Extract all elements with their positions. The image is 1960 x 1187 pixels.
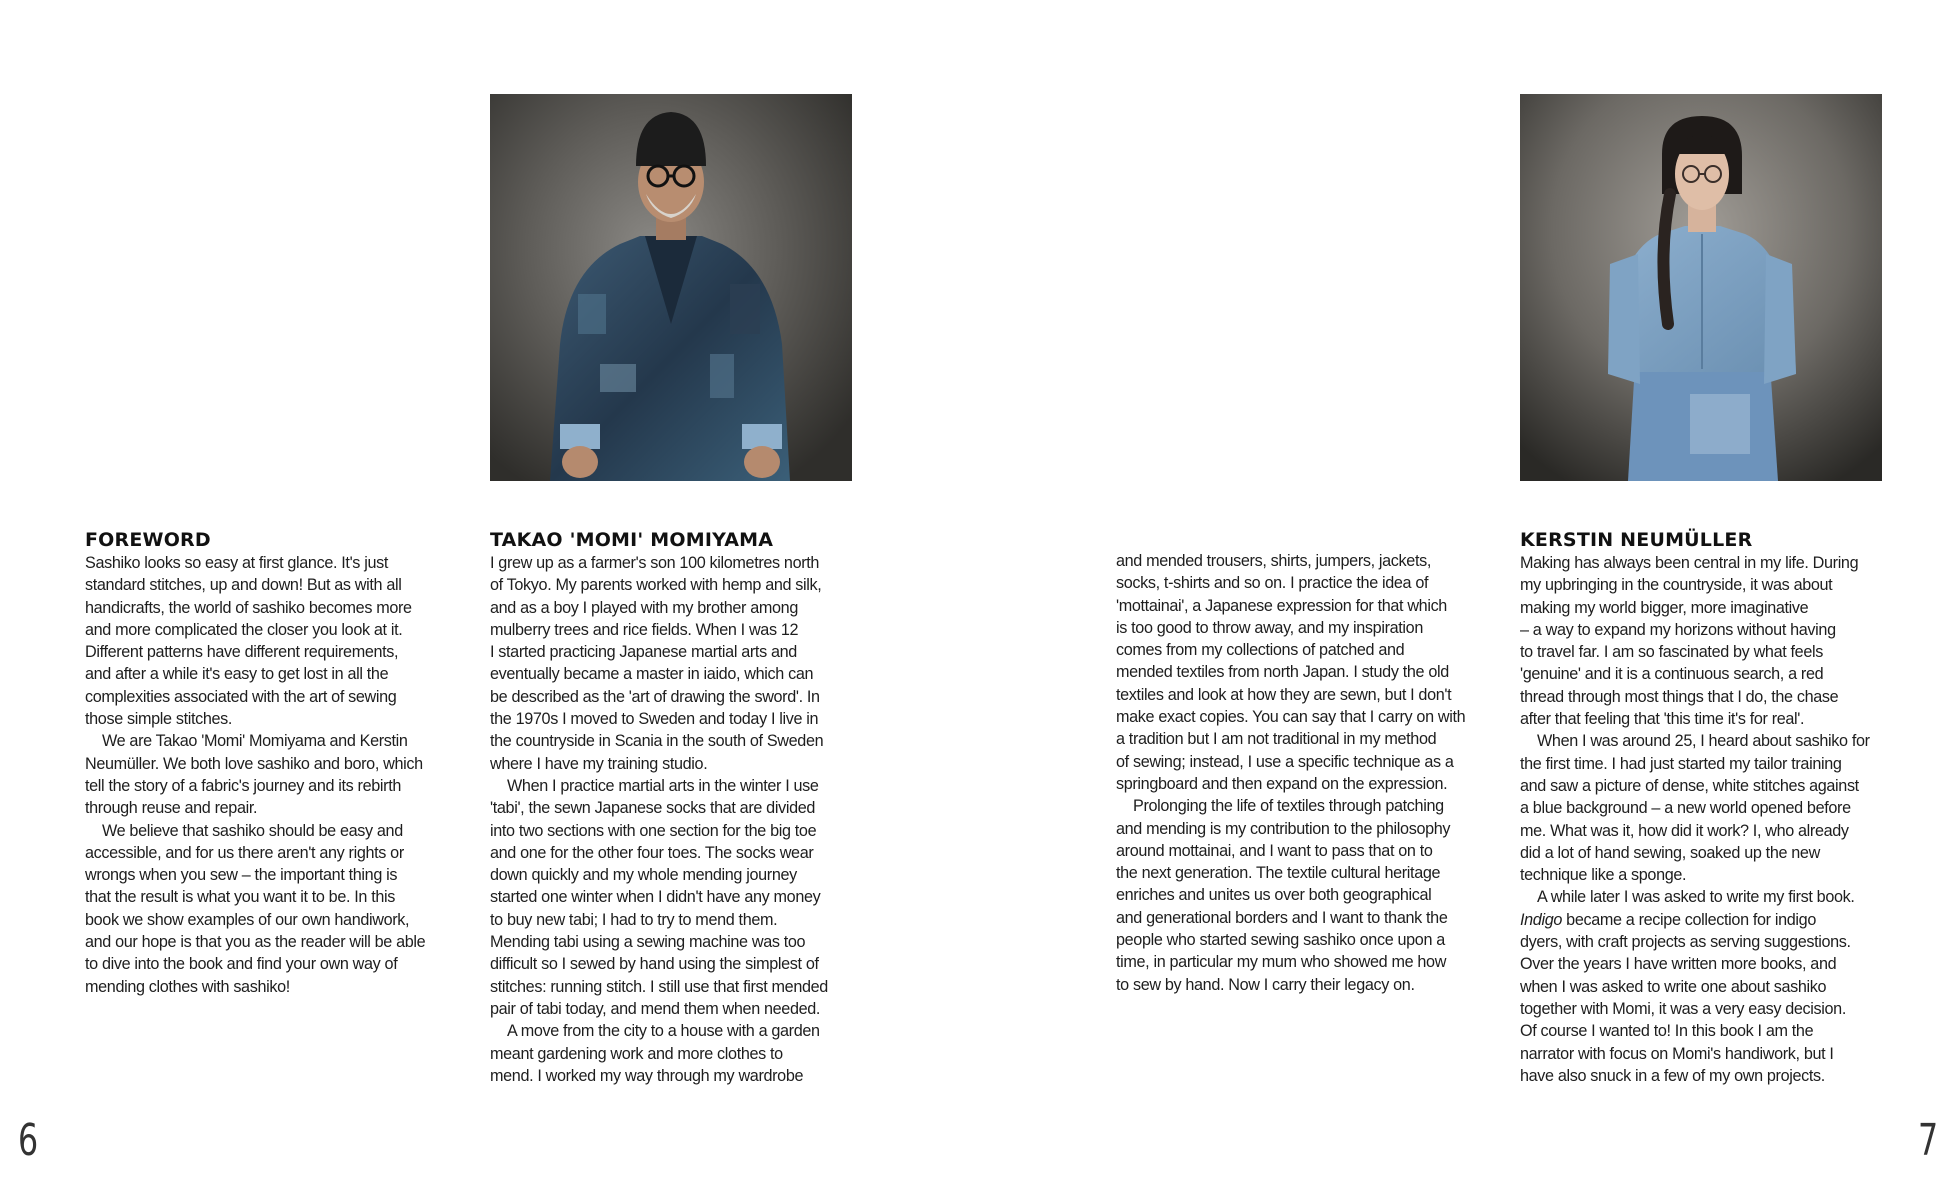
body-line: and mending is my contribution to the philosophy — [1116, 819, 1451, 838]
body-line: mending clothes with sashiko! — [85, 977, 290, 996]
body-line: making my world bigger, more imaginative — [1520, 598, 1809, 617]
body-line: Prolonging the life of textiles through patching — [1133, 797, 1444, 816]
body-line: We are Takao 'Momi' Momiyama and Kerstin — [102, 732, 408, 751]
body-line: my upbringing in the countryside, it was about — [1520, 576, 1833, 595]
body-line: handicrafts, the world of sashiko becomes more — [85, 598, 412, 617]
body-line: through reuse and repair. — [85, 799, 258, 818]
portrait-photo-takao — [490, 94, 852, 481]
body-line: textiles and look at how they are sewn, but I don't — [1116, 685, 1452, 704]
body-line: tell the story of a fabric's journey and its rebirth — [85, 776, 401, 795]
body-line: have also snuck in a few of my own projects. — [1520, 1066, 1825, 1085]
body-line: and as a boy I played with my brother among — [490, 598, 798, 617]
body-line: narrator with focus on Momi's handiwork, but I — [1520, 1044, 1834, 1063]
body-line: I started practicing Japanese martial arts and — [490, 643, 797, 662]
takao-section — [490, 528, 862, 1087]
body-line: that the result is what you want it to be. In this — [85, 888, 396, 907]
body-line: thread through most things that I do, the chase — [1520, 687, 1839, 706]
foreword-section — [85, 528, 457, 998]
body-line: Mending tabi using a sewing machine was too — [490, 933, 806, 952]
body-line: and more complicated the closer you look at it. — [85, 620, 403, 639]
takao-continued-section — [1116, 550, 1488, 996]
body-line: started one winter when I didn't have any money — [490, 888, 821, 907]
body-line: to buy new tabi; I had to try to mend them. — [490, 910, 778, 929]
body-line: those simple stitches. — [85, 710, 233, 729]
body-line: and one for the other four toes. The socks wear — [490, 843, 814, 862]
kerstin-heading: KERSTIN NEUMÜLLER — [1520, 529, 1753, 551]
body-line: mulberry trees and rice fields. When I was 12 — [490, 620, 799, 639]
body-line: of sewing; instead, I use a specific technique as a — [1116, 752, 1454, 771]
body-line: A move from the city to a house with a garden — [507, 1022, 820, 1041]
kerstin-section — [1520, 528, 1892, 1087]
body-line: accessible, and for us there aren't any rights or — [85, 843, 404, 862]
foreword-heading: FOREWORD — [85, 529, 211, 551]
body-line: and our hope is that you as the reader will be able — [85, 933, 426, 952]
body-line: When I practice martial arts in the winter I use — [507, 776, 819, 795]
body-line: 'tabi', the sewn Japanese socks that are divided — [490, 799, 816, 818]
body-line: meant gardening work and more clothes to — [490, 1044, 783, 1063]
body-line: to dive into the book and find your own way of — [85, 955, 398, 974]
body-line: after that feeling that 'this time it's for real'. — [1520, 710, 1805, 729]
body-line: me. What was it, how did it work? I, who already — [1520, 821, 1849, 840]
body-line: the first time. I had just started my tailor training — [1520, 754, 1842, 773]
body-line: mend. I worked my way through my wardrobe — [490, 1066, 804, 1085]
body-line: and after a while it's easy to get lost in all the — [85, 665, 389, 684]
page-number-right: 7 — [1918, 1115, 1939, 1166]
body-line: springboard and then expand on the expression. — [1116, 774, 1448, 793]
body-line: pair of tabi today, and mend them when needed. — [490, 999, 821, 1018]
body-line: 'genuine' and it is a continuous search, a red — [1520, 665, 1824, 684]
body-line: Of course I wanted to! In this book I am the — [1520, 1022, 1814, 1041]
body-line: into two sections with one section for the big toe — [490, 821, 817, 840]
body-line: and generational borders and I want to thank the — [1116, 908, 1448, 927]
body-line: enriches and unites us over both geographical — [1116, 886, 1432, 905]
body-line: eventually became a master in iaido, which can — [490, 665, 814, 684]
body-line: of Tokyo. My parents worked with hemp and silk, — [490, 576, 822, 595]
body-line: around mottainai, and I want to pass that on to — [1116, 841, 1433, 860]
body-line: to travel far. I am so fascinated by what feels — [1520, 643, 1823, 662]
body-line-text: became a recipe collection for indigo — [1566, 910, 1816, 929]
body-line: book we show examples of our own handiwork, — [85, 910, 410, 929]
body-line: I grew up as a farmer's son 100 kilometres north — [490, 554, 820, 572]
body-line: the next generation. The textile cultural heritage — [1116, 864, 1441, 883]
body-line: socks, t-shirts and so on. I practice the idea of — [1116, 574, 1429, 593]
body-line: together with Momi, it was a very easy decision. — [1520, 999, 1846, 1018]
body-line: the 1970s I moved to Sweden and today I live in — [490, 710, 819, 729]
body-line: Sashiko looks so easy at first glance. It's just — [85, 554, 388, 572]
body-line: Over the years I have written more books, and — [1520, 955, 1837, 974]
takao-body — [490, 552, 862, 1087]
body-line: Neumüller. We both love sashiko and boro, which — [85, 754, 423, 773]
book-title-italic: Indigo — [1520, 910, 1563, 929]
body-line: We believe that sashiko should be easy and — [102, 821, 403, 840]
body-line: be described as the 'art of drawing the sword'. In — [490, 687, 820, 706]
body-line: When I was around 25, I heard about sashiko for — [1537, 732, 1870, 751]
body-line: complexities associated with the art of sewing — [85, 687, 397, 706]
body-line: technique like a sponge. — [1520, 866, 1687, 885]
body-line: and saw a picture of dense, white stitches against — [1520, 776, 1859, 795]
body-line: Different patterns have different requirements, — [85, 643, 399, 662]
kerstin-body — [1520, 552, 1892, 1087]
body-line-with-italic — [1520, 909, 1892, 931]
portrait-photo-kerstin — [1520, 94, 1882, 481]
body-line: did a lot of hand sewing, soaked up the new — [1520, 843, 1820, 862]
body-line: where I have my training studio. — [490, 754, 708, 773]
body-line: down quickly and my whole mending journey — [490, 866, 797, 885]
body-line: dyers, with craft projects as serving suggestions. — [1520, 933, 1851, 952]
body-line: comes from my collections of patched and — [1116, 641, 1405, 660]
body-line: people who started sewing sashiko once upon a — [1116, 931, 1445, 950]
body-line: A while later I was asked to write my first book. — [1537, 888, 1855, 907]
body-line: 'mottainai', a Japanese expression for that which — [1116, 596, 1447, 615]
body-line: a blue background – a new world opened before — [1520, 799, 1851, 818]
page-number-left: 6 — [18, 1115, 39, 1166]
takao-heading: TAKAO 'MOMI' MOMIYAMA — [490, 529, 774, 551]
body-line: the countryside in Scania in the south of Sweden — [490, 732, 824, 751]
body-line: when I was asked to write one about sashiko — [1520, 977, 1827, 996]
body-line: – a way to expand my horizons without having — [1520, 620, 1836, 639]
body-line: standard stitches, up and down! But as with all — [85, 576, 402, 595]
body-line: wrongs when you sew – the important thing is — [85, 866, 398, 885]
body-line: and mended trousers, shirts, jumpers, jackets, — [1116, 552, 1431, 570]
body-line: difficult so I sewed by hand using the simplest of — [490, 955, 819, 974]
takao-continued-body — [1116, 550, 1488, 996]
body-line: to sew by hand. Now I carry their legacy on. — [1116, 975, 1415, 994]
body-line: mended textiles from north Japan. I study the old — [1116, 663, 1449, 682]
body-line: time, in particular my mum who showed me how — [1116, 953, 1447, 972]
body-line: Making has always been central in my life. During — [1520, 554, 1859, 572]
body-line: stitches: running stitch. I still use that first mended — [490, 977, 828, 996]
foreword-body — [85, 552, 457, 998]
body-line: a tradition but I am not traditional in my method — [1116, 730, 1437, 749]
body-line: make exact copies. You can say that I carry on with — [1116, 708, 1466, 727]
body-line: is too good to throw away, and my inspiration — [1116, 618, 1423, 637]
